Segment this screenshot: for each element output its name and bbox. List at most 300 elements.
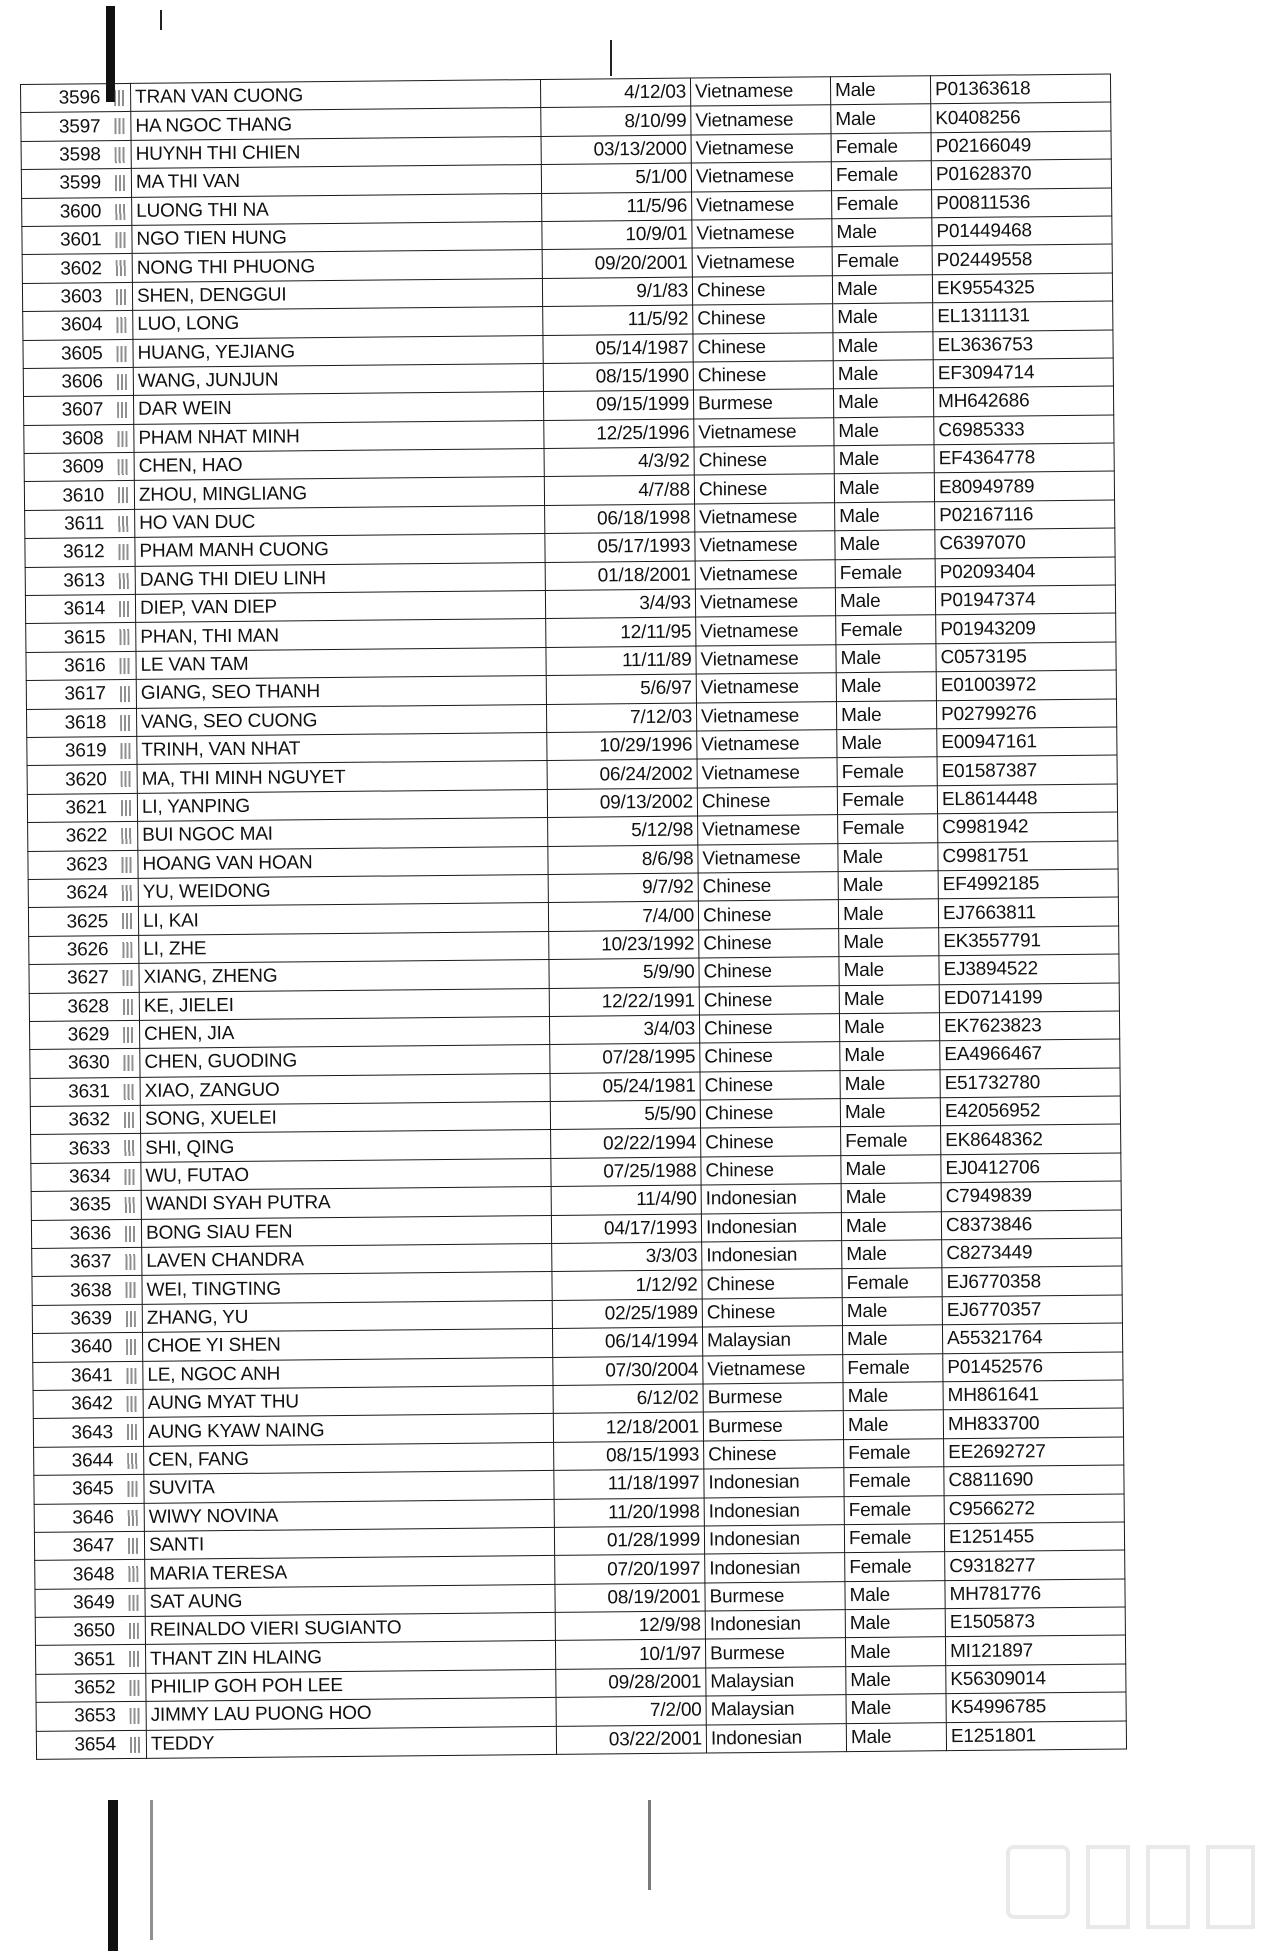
cell-nationality: Indonesian	[706, 1723, 846, 1753]
cell-dob: 11/18/1997	[554, 1469, 704, 1499]
cell-nationality: Vietnamese	[695, 531, 835, 561]
cell-no: 3613	[25, 566, 135, 595]
cell-dob: 5/6/97	[546, 674, 696, 704]
cell-passport: C9566272	[944, 1493, 1124, 1523]
cell-passport: C9981751	[938, 841, 1118, 871]
cell-nationality: Chinese	[693, 361, 833, 391]
cell-dob: 12/22/1991	[549, 987, 699, 1017]
cell-passport: C0573195	[936, 642, 1116, 672]
cell-nationality: Chinese	[702, 1297, 842, 1327]
cell-name: MA THI VAN	[131, 165, 541, 197]
cell-name: PHAM NHAT MINH	[134, 420, 544, 452]
cell-dob: 07/25/1988	[551, 1157, 701, 1187]
cell-nationality: Malaysian	[702, 1326, 842, 1356]
cell-passport: E00947161	[937, 727, 1117, 757]
cell-gender: Male	[846, 1666, 946, 1695]
cell-passport: MH833700	[943, 1408, 1123, 1438]
cell-passport: C7949839	[941, 1181, 1121, 1211]
cell-no: 3654	[36, 1730, 146, 1759]
cell-no: 3618	[27, 708, 137, 737]
cell-name: JIMMY LAU PUONG HOO	[146, 1698, 556, 1730]
cell-passport: EK3557791	[939, 926, 1119, 956]
cell-name: WANDI SYAH PUTRA	[141, 1187, 551, 1219]
cell-passport: MH642686	[933, 386, 1113, 416]
cell-name: NONG THI PHUONG	[132, 250, 542, 282]
cell-passport: EJ6770358	[942, 1266, 1122, 1296]
cell-dob: 7/2/00	[556, 1696, 706, 1726]
cell-dob: 02/25/1989	[552, 1299, 702, 1329]
cell-no: 3642	[33, 1389, 143, 1418]
cell-no: 3634	[31, 1162, 141, 1191]
cell-nationality: Malaysian	[706, 1667, 846, 1697]
cell-name: THANT ZIN HLAING	[145, 1641, 555, 1673]
cell-dob: 02/22/1994	[551, 1128, 701, 1158]
cell-dob: 11/4/90	[551, 1185, 701, 1215]
cell-passport: P01449468	[932, 216, 1112, 246]
cell-no: 3625	[28, 907, 138, 936]
cell-dob: 08/15/1990	[543, 362, 693, 392]
cell-no: 3636	[31, 1219, 141, 1248]
cell-dob: 01/28/1999	[554, 1526, 704, 1556]
cell-gender: Male	[842, 1325, 942, 1354]
cell-gender: Male	[841, 1183, 941, 1212]
cell-passport: P01452576	[943, 1352, 1123, 1382]
cell-passport: P02449558	[932, 244, 1112, 274]
cell-nationality: Chinese	[700, 1042, 840, 1072]
cell-nationality: Chinese	[699, 1014, 839, 1044]
cell-dob: 03/22/2001	[556, 1725, 706, 1755]
cell-name: LUO, LONG	[133, 307, 543, 339]
cell-dob: 4/3/92	[544, 447, 694, 477]
cell-gender: Female	[845, 1552, 945, 1581]
cell-gender: Male	[841, 1211, 941, 1240]
cell-nationality: Indonesian	[701, 1184, 841, 1214]
cell-dob: 06/14/1994	[552, 1327, 702, 1357]
cell-gender: Female	[831, 133, 931, 162]
cell-no: 3653	[36, 1702, 146, 1731]
cell-passport: E80949789	[934, 471, 1114, 501]
cell-dob: 07/30/2004	[553, 1356, 703, 1386]
cell-name: HUYNH THI CHIEN	[131, 136, 541, 168]
cell-gender: Male	[836, 700, 936, 729]
cell-passport: C8373846	[941, 1210, 1121, 1240]
cell-nationality: Vietnamese	[692, 219, 832, 249]
cell-name: CHEN, JIA	[139, 1016, 549, 1048]
cell-dob: 8/6/98	[548, 845, 698, 875]
cell-passport: E42056952	[940, 1096, 1120, 1126]
cell-dob: 09/15/1999	[543, 390, 693, 420]
cell-passport: C6985333	[934, 415, 1114, 445]
cell-gender: Male	[833, 360, 933, 389]
cell-dob: 12/9/98	[555, 1611, 705, 1641]
cell-passport: P01628370	[931, 159, 1111, 189]
cell-nationality: Indonesian	[705, 1610, 845, 1640]
cell-name: KE, JIELEI	[139, 988, 549, 1020]
cell-nationality: Vietnamese	[696, 701, 836, 731]
scan-binding-mark-bottom	[108, 1800, 118, 1951]
cell-gender: Male	[837, 729, 937, 758]
cell-gender: Female	[835, 558, 935, 587]
cell-no: 3649	[35, 1588, 145, 1617]
cell-passport: EK7623823	[939, 1011, 1119, 1041]
cell-dob: 05/14/1987	[543, 334, 693, 364]
cell-nationality: Vietnamese	[696, 645, 836, 675]
cell-name: MARIA TERESA	[145, 1556, 555, 1588]
cell-name: SONG, XUELEI	[140, 1102, 550, 1134]
cell-name: GIANG, SEO THANH	[136, 676, 546, 708]
cell-no: 3601	[22, 225, 132, 254]
cell-dob: 7/12/03	[546, 703, 696, 733]
cell-name: SANTI	[144, 1527, 554, 1559]
cell-nationality: Indonesian	[704, 1468, 844, 1498]
cell-no: 3637	[32, 1247, 142, 1276]
cell-gender: Male	[834, 445, 934, 474]
cell-gender: Male	[845, 1609, 945, 1638]
cell-nationality: Chinese	[698, 872, 838, 902]
cell-passport: EF3094714	[933, 358, 1113, 388]
cell-gender: Male	[838, 871, 938, 900]
cell-dob: 05/24/1981	[550, 1072, 700, 1102]
cell-name: ZHANG, YU	[142, 1300, 552, 1332]
cell-no: 3622	[28, 822, 138, 851]
cell-dob: 11/5/96	[542, 192, 692, 222]
cell-passport: P01947374	[935, 585, 1115, 615]
cell-no: 3617	[26, 680, 136, 709]
cell-passport: EJ6770357	[942, 1295, 1122, 1325]
cell-name: MA, THI MINH NGUYET	[137, 761, 547, 793]
cell-gender: Male	[831, 104, 931, 133]
cell-no: 3626	[29, 935, 139, 964]
cell-gender: Male	[838, 842, 938, 871]
cell-passport: EF4364778	[934, 443, 1114, 473]
cell-name: HOANG VAN HOAN	[138, 846, 548, 878]
cell-nationality: Burmese	[693, 389, 833, 419]
cell-no: 3623	[28, 850, 138, 879]
cell-gender: Male	[838, 899, 938, 928]
cell-name: CHEN, GUODING	[140, 1045, 550, 1077]
cell-passport: P01943209	[936, 613, 1116, 643]
cell-passport: C8811690	[944, 1465, 1124, 1495]
cell-name: LI, ZHE	[139, 931, 549, 963]
cell-no: 3609	[24, 453, 134, 482]
cell-nationality: Chinese	[692, 275, 832, 305]
cell-no: 3606	[23, 367, 133, 396]
cell-name: PHILIP GOH POH LEE	[146, 1669, 556, 1701]
cell-passport: EL8614448	[937, 784, 1117, 814]
cell-passport: EK8648362	[941, 1124, 1121, 1154]
cell-gender: Female	[841, 1126, 941, 1155]
scan-speck-bottom	[150, 1800, 153, 1940]
cell-gender: Male	[840, 1069, 940, 1098]
cell-nationality: Indonesian	[701, 1212, 841, 1242]
cell-name: BONG SIAU FEN	[141, 1215, 551, 1247]
cell-name: DIEP, VAN DIEP	[135, 591, 545, 623]
cell-nationality: Indonesian	[705, 1553, 845, 1583]
cell-name: HA NGOC THANG	[131, 108, 541, 140]
cell-gender: Male	[845, 1637, 945, 1666]
cell-nationality: Vietnamese	[690, 77, 830, 107]
cell-no: 3605	[23, 339, 133, 368]
cell-passport: K56309014	[946, 1664, 1126, 1694]
cell-nationality: Indonesian	[704, 1525, 844, 1555]
cell-dob: 10/23/1992	[549, 930, 699, 960]
cell-nationality: Chinese	[694, 446, 834, 476]
cell-gender: Male	[841, 1155, 941, 1184]
cell-no: 3651	[35, 1645, 145, 1674]
cell-passport: EK9554325	[932, 273, 1112, 303]
cell-dob: 10/1/97	[555, 1639, 705, 1669]
cell-nationality: Chinese	[693, 304, 833, 334]
cell-dob: 12/11/95	[546, 617, 696, 647]
cell-gender: Female	[831, 161, 931, 190]
cell-no: 3611	[25, 509, 135, 538]
cell-no: 3603	[22, 282, 132, 311]
cell-no: 3630	[30, 1049, 140, 1078]
cell-name: NGO TIEN HUNG	[132, 221, 542, 253]
cell-dob: 03/13/2000	[541, 135, 691, 165]
cell-name: LUONG THI NA	[132, 193, 542, 225]
cell-no: 3640	[32, 1333, 142, 1362]
cell-gender: Female	[844, 1438, 944, 1467]
cell-dob: 5/1/00	[541, 163, 691, 193]
cell-no: 3600	[22, 197, 132, 226]
cell-dob: 8/10/99	[541, 106, 691, 136]
cell-nationality: Malaysian	[706, 1695, 846, 1725]
cell-no: 3645	[34, 1475, 144, 1504]
cell-no: 3646	[34, 1503, 144, 1532]
cell-no: 3619	[27, 736, 137, 765]
cell-dob: 07/20/1997	[555, 1554, 705, 1584]
cell-gender: Male	[842, 1297, 942, 1326]
cell-dob: 1/12/92	[552, 1270, 702, 1300]
cell-name: DAR WEIN	[133, 392, 543, 424]
cell-passport: EA4966467	[940, 1039, 1120, 1069]
cell-gender: Female	[838, 814, 938, 843]
cell-no: 3638	[32, 1276, 142, 1305]
cell-name: PHAN, THI MAN	[136, 619, 546, 651]
cell-passport: EE2692727	[944, 1437, 1124, 1467]
cell-nationality: Vietnamese	[696, 673, 836, 703]
cell-nationality: Chinese	[697, 786, 837, 816]
cell-passport: ED0714199	[939, 982, 1119, 1012]
cell-passport: P01363618	[930, 74, 1110, 104]
cell-nationality: Chinese	[701, 1127, 841, 1157]
cell-no: 3631	[30, 1077, 140, 1106]
cell-no: 3647	[34, 1531, 144, 1560]
cell-gender: Male	[833, 303, 933, 332]
table-body	[21, 74, 1127, 1759]
cell-nationality: Vietnamese	[696, 616, 836, 646]
cell-nationality: Indonesian	[702, 1241, 842, 1271]
cell-name: AUNG KYAW NAING	[143, 1414, 553, 1446]
cell-gender: Male	[839, 956, 939, 985]
cell-passport: P02093404	[935, 557, 1115, 587]
cell-passport: EJ3894522	[939, 954, 1119, 984]
cell-gender: Male	[835, 502, 935, 531]
cell-nationality: Vietnamese	[691, 162, 831, 192]
cell-passport: EL1311131	[933, 301, 1113, 331]
cell-dob: 3/4/93	[545, 589, 695, 619]
cell-gender: Female	[843, 1353, 943, 1382]
cell-gender: Female	[836, 615, 936, 644]
cell-passport: C9981942	[938, 812, 1118, 842]
cell-nationality: Chinese	[699, 985, 839, 1015]
cell-no: 3598	[21, 140, 131, 169]
cell-no: 3612	[25, 538, 135, 567]
cell-passport: C8273449	[942, 1238, 1122, 1268]
cell-nationality: Chinese	[700, 1099, 840, 1129]
cell-name: WU, FUTAO	[141, 1158, 551, 1190]
cell-name: LI, KAI	[138, 903, 548, 935]
scan-speck-top-center	[610, 40, 612, 76]
cell-passport: E01587387	[937, 755, 1117, 785]
cell-nationality: Vietnamese	[698, 815, 838, 845]
cell-name: SHI, QING	[141, 1130, 551, 1162]
cell-name: PHAM MANH CUONG	[135, 534, 545, 566]
cell-gender: Male	[840, 1098, 940, 1127]
cell-nationality: Chinese	[702, 1269, 842, 1299]
cell-name: WIWY NOVINA	[144, 1499, 554, 1531]
cell-passport: P00811536	[932, 188, 1112, 218]
cell-nationality: Burmese	[705, 1581, 845, 1611]
cell-gender: Female	[844, 1524, 944, 1553]
scan-speck-bottom-center	[648, 1800, 651, 1890]
cell-nationality: Vietnamese	[691, 133, 831, 163]
cell-name: DANG THI DIEU LINH	[135, 562, 545, 594]
cell-name: TRINH, VAN NHAT	[137, 732, 547, 764]
cell-nationality: Burmese	[703, 1383, 843, 1413]
cell-passport: MI121897	[945, 1635, 1125, 1665]
cell-name: YU, WEIDONG	[138, 874, 548, 906]
cell-nationality: Vietnamese	[695, 588, 835, 618]
cell-nationality: Burmese	[703, 1411, 843, 1441]
cell-no: 3633	[31, 1134, 141, 1163]
cell-nationality: Vietnamese	[692, 247, 832, 277]
cell-gender: Male	[835, 530, 935, 559]
cell-passport: E1251801	[946, 1721, 1126, 1751]
cell-gender: Female	[837, 757, 937, 786]
cell-nationality: Vietnamese	[694, 417, 834, 447]
cell-gender: Male	[834, 416, 934, 445]
cell-no: 3627	[29, 964, 139, 993]
cell-gender: Male	[839, 1013, 939, 1042]
cell-passport: C9318277	[945, 1550, 1125, 1580]
cell-dob: 12/18/2001	[553, 1412, 703, 1442]
cell-name: XIAO, ZANGUO	[140, 1073, 550, 1105]
cell-dob: 9/7/92	[548, 873, 698, 903]
cell-no: 3650	[35, 1616, 145, 1645]
cell-dob: 11/5/92	[543, 305, 693, 335]
cell-nationality: Vietnamese	[695, 559, 835, 589]
cell-no: 3599	[21, 169, 131, 198]
watermark-logo	[998, 1827, 1268, 1947]
cell-no: 3624	[28, 878, 138, 907]
cell-gender: Male	[842, 1240, 942, 1269]
cell-passport: EJ0412706	[941, 1153, 1121, 1183]
cell-nationality: Vietnamese	[697, 730, 837, 760]
cell-dob: 07/28/1995	[550, 1043, 700, 1073]
cell-gender: Male	[836, 672, 936, 701]
cell-gender: Male	[830, 76, 930, 105]
cell-passport: EL3636753	[933, 330, 1113, 360]
cell-dob: 10/9/01	[542, 220, 692, 250]
cell-name: LE, NGOC ANH	[143, 1357, 553, 1389]
cell-passport: E1505873	[945, 1607, 1125, 1637]
cell-gender: Male	[843, 1410, 943, 1439]
passport-list-table	[20, 74, 1127, 1760]
cell-gender: Male	[834, 473, 934, 502]
cell-passport: MH861641	[943, 1380, 1123, 1410]
cell-no: 3597	[21, 112, 131, 141]
cell-dob: 5/5/90	[550, 1100, 700, 1130]
cell-name: TEDDY	[146, 1726, 556, 1758]
cell-nationality: Indonesian	[704, 1496, 844, 1526]
cell-nationality: Vietnamese	[695, 503, 835, 533]
cell-dob: 10/29/1996	[547, 731, 697, 761]
cell-passport: MH781776	[945, 1579, 1125, 1609]
cell-passport: P02166049	[931, 131, 1111, 161]
cell-gender: Female	[844, 1495, 944, 1524]
cell-no: 3615	[26, 623, 136, 652]
cell-no: 3643	[33, 1418, 143, 1447]
cell-no: 3641	[33, 1361, 143, 1390]
cell-no: 3628	[29, 992, 139, 1021]
cell-no: 3652	[36, 1673, 146, 1702]
cell-gender: Male	[840, 1041, 940, 1070]
cell-name: XIANG, ZHENG	[139, 960, 549, 992]
cell-name: LE VAN TAM	[136, 647, 546, 679]
cell-dob: 6/12/02	[553, 1384, 703, 1414]
cell-no: 3620	[27, 765, 137, 794]
cell-dob: 04/17/1993	[551, 1214, 701, 1244]
cell-gender: Male	[836, 644, 936, 673]
cell-gender: Male	[846, 1694, 946, 1723]
cell-name: LAVEN CHANDRA	[142, 1243, 552, 1275]
cell-gender: Female	[832, 246, 932, 275]
cell-dob: 09/28/2001	[556, 1668, 706, 1698]
cell-dob: 01/18/2001	[545, 561, 695, 591]
cell-name: WEI, TINGTING	[142, 1272, 552, 1304]
cell-dob: 3/4/03	[549, 1015, 699, 1045]
cell-dob: 08/15/1993	[554, 1441, 704, 1471]
cell-nationality: Chinese	[701, 1156, 841, 1186]
cell-nationality: Chinese	[698, 900, 838, 930]
cell-nationality: Vietnamese	[691, 105, 831, 135]
cell-nationality: Vietnamese	[698, 843, 838, 873]
cell-gender: Male	[846, 1722, 946, 1751]
cell-passport: A55321764	[942, 1323, 1122, 1353]
cell-gender: Male	[833, 331, 933, 360]
cell-dob: 09/20/2001	[542, 248, 692, 278]
cell-nationality: Chinese	[699, 957, 839, 987]
cell-name: REINALDO VIERI SUGIANTO	[145, 1613, 555, 1645]
cell-passport: E1251455	[944, 1522, 1124, 1552]
cell-no: 3608	[24, 424, 134, 453]
cell-passport: E51732780	[940, 1068, 1120, 1098]
cell-gender: Male	[843, 1382, 943, 1411]
cell-no: 3635	[31, 1191, 141, 1220]
cell-no: 3596	[21, 83, 131, 112]
cell-dob: 05/17/1993	[545, 532, 695, 562]
cell-name: SUVITA	[144, 1471, 554, 1503]
cell-name: VANG, SEO CUONG	[136, 704, 546, 736]
cell-dob: 3/3/03	[552, 1242, 702, 1272]
cell-passport: P02799276	[936, 699, 1116, 729]
cell-name: BUI NGOC MAI	[138, 818, 548, 850]
cell-gender: Male	[833, 388, 933, 417]
cell-dob: 7/4/00	[548, 901, 698, 931]
cell-no: 3648	[35, 1560, 145, 1589]
